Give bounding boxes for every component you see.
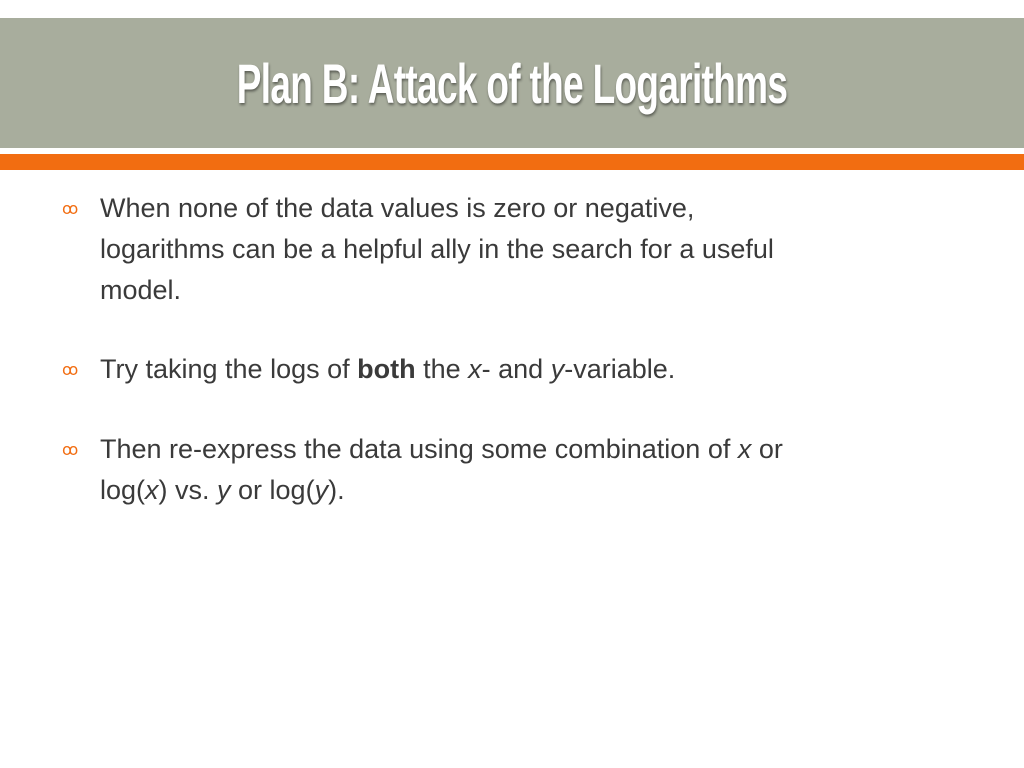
bullet-list [62,188,962,549]
bullet-item [62,188,962,311]
bullet-text: Try taking the logs of both the x- and y-variable. [100,354,676,384]
bullet-text: When none of the data values is zero or negative, logarithms can be a helpful ally in the search for a useful model. [100,193,774,305]
emphasis-both: both [357,354,416,384]
slide-title: Plan B: Attack of the Logarithms [236,51,788,115]
scroll-bullet-icon: ꝏ [62,199,79,218]
bullet-text: Then re-express the data using some combination of x or log(x) vs. y or log(y). [100,434,783,505]
accent-bar [0,154,1024,170]
bullet-item [62,429,962,511]
title-bar [0,18,1024,148]
bullet-item [62,349,962,391]
scroll-bullet-icon: ꝏ [62,360,79,379]
scroll-bullet-icon: ꝏ [62,440,79,459]
